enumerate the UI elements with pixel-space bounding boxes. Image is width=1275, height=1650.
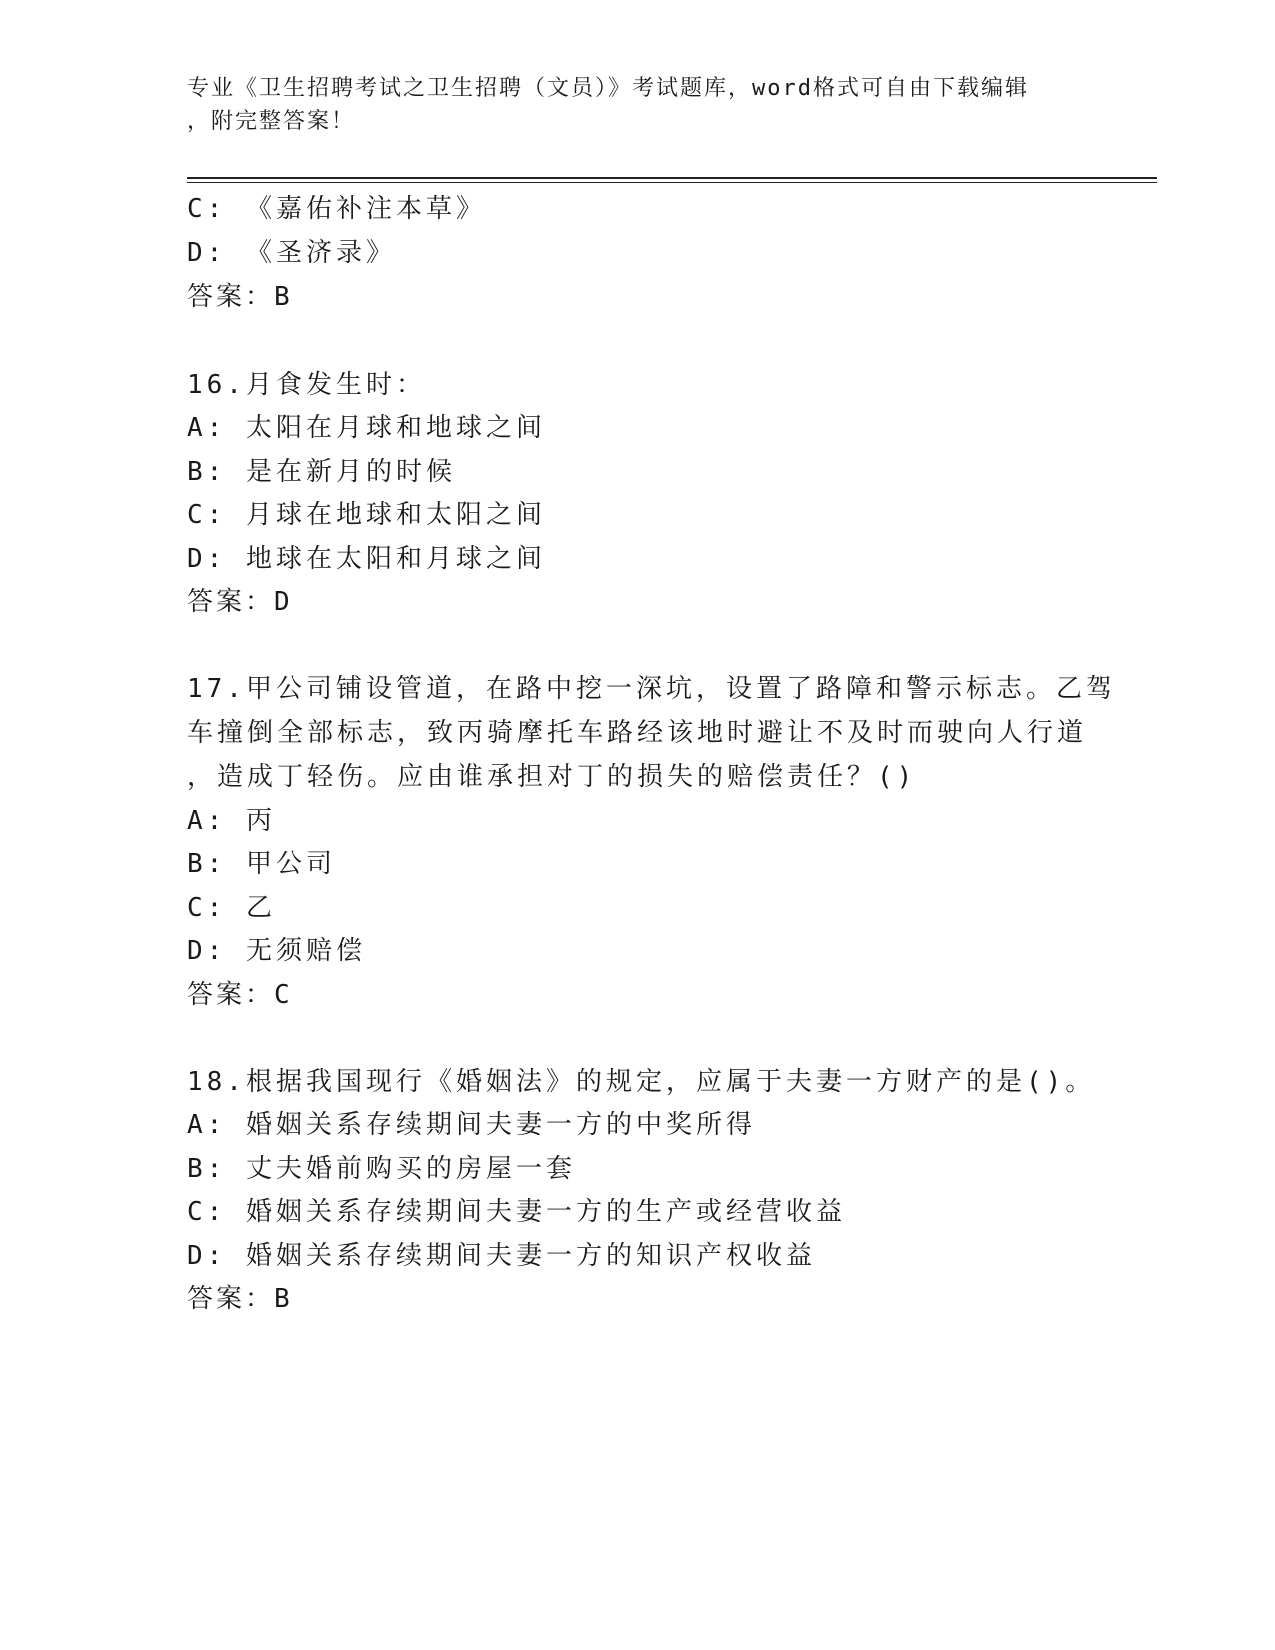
q16-option-d: D: 地球在太阳和月球之间 <box>187 544 546 574</box>
q17-question-line-1: 17.甲公司铺设管道，在路中挖一深坑，设置了路障和警示标志。乙驾 <box>187 674 1116 704</box>
q15-option-d: D: 《圣济录》 <box>187 238 396 268</box>
q18-option-b: B: 丈夫婚前购买的房屋一套 <box>187 1154 576 1184</box>
header-line-2: ，附完整答案！ <box>187 109 356 134</box>
header-line-1: 专业《卫生招聘考试之卫生招聘（文员）》考试题库，word格式可自由下载编辑 <box>187 76 1029 101</box>
q17-option-b: B: 甲公司 <box>187 849 336 879</box>
q16-answer: 答案：D <box>187 587 293 617</box>
q16-option-a: A: 太阳在月球和地球之间 <box>187 413 546 443</box>
q16-option-b: B: 是在新月的时候 <box>187 457 456 487</box>
document-header <box>187 72 1067 138</box>
q15-answer: 答案：B <box>187 282 293 312</box>
q17-answer: 答案：C <box>187 980 293 1010</box>
q17-option-d: D: 无须赔偿 <box>187 936 366 966</box>
q17-question-line-2: 车撞倒全部标志，致丙骑摩托车路经该地时避让不及时而驶向人行道 <box>187 718 1088 748</box>
q16-question: 16.月食发生时： <box>187 370 426 400</box>
q17-option-a: A: 丙 <box>187 806 276 836</box>
header-rule-thin <box>187 182 1157 183</box>
q18-question: 18.根据我国现行《婚姻法》的规定，应属于夫妻一方财产的是()。 <box>187 1067 1096 1097</box>
q17-question-line-3: ，造成丁轻伤。应由谁承担对丁的损失的赔偿责任？() <box>187 762 917 792</box>
q16-option-c: C: 月球在地球和太阳之间 <box>187 500 546 530</box>
q18-answer: 答案：B <box>187 1284 293 1314</box>
q18-option-a: A: 婚姻关系存续期间夫妻一方的中奖所得 <box>187 1110 756 1140</box>
header-rule-thick <box>187 177 1157 179</box>
q17-option-c: C: 乙 <box>187 893 276 923</box>
q18-option-c: C: 婚姻关系存续期间夫妻一方的生产或经营收益 <box>187 1197 846 1227</box>
q18-option-d: D: 婚姻关系存续期间夫妻一方的知识产权收益 <box>187 1241 816 1271</box>
q15-option-c: C: 《嘉佑补注本草》 <box>187 194 486 224</box>
